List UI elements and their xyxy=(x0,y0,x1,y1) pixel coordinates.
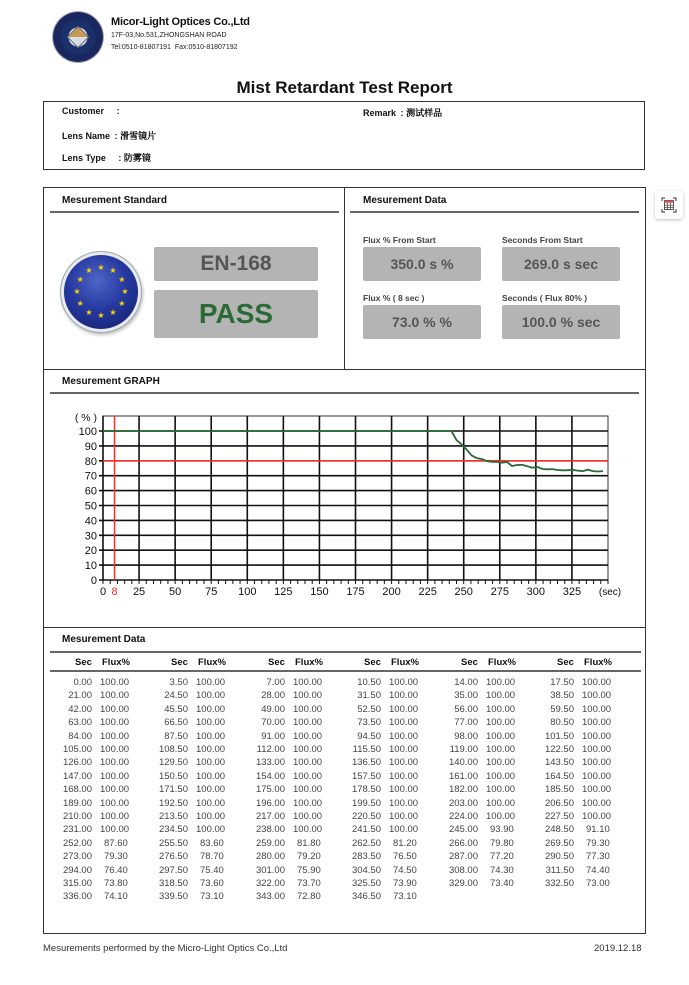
cell-flux: 100.00 xyxy=(389,824,419,836)
cell-sec: 301.00 xyxy=(255,864,285,876)
lens-name-label: Lens Name xyxy=(62,131,111,141)
cell-sec: 168.00 xyxy=(62,784,92,796)
column-header-sec: Sec xyxy=(461,657,478,668)
footer-note: Mesurements performed by the Micro-Light Optics Co.,Ltd xyxy=(43,943,288,954)
cell-sec: 248.50 xyxy=(544,824,574,836)
cell-flux: 100.00 xyxy=(196,730,226,742)
column-header-flux: Flux% xyxy=(198,657,226,668)
y-tick-label: 60 xyxy=(84,485,97,498)
column-header-flux: Flux% xyxy=(488,657,516,668)
cell-flux: 100.00 xyxy=(582,730,612,742)
cell-sec: 66.50 xyxy=(164,717,188,729)
cell-sec: 262.50 xyxy=(351,837,381,849)
cell-sec: 290.50 xyxy=(544,851,574,863)
cell-flux: 79.20 xyxy=(297,851,321,863)
cell-sec: 63.00 xyxy=(68,717,92,729)
cell-sec: 154.00 xyxy=(255,770,285,782)
table-heading-rule xyxy=(50,651,641,653)
x-tick-label: 125 xyxy=(274,586,293,598)
cell-sec: 252.00 xyxy=(62,837,92,849)
seconds-flux80-label: Seconds ( Flux 80% ) xyxy=(502,293,588,303)
eu-star-icon: ★ xyxy=(118,299,126,308)
cell-sec: 14.00 xyxy=(454,677,478,688)
cell-sec: 42.00 xyxy=(68,703,92,715)
cell-flux: 73.00 xyxy=(586,878,610,889)
column-header-sec: Sec xyxy=(364,657,381,668)
cell-sec: 17.50 xyxy=(550,677,574,688)
cell-sec: 346.50 xyxy=(351,891,381,903)
cell-sec: 147.00 xyxy=(62,770,92,782)
cell-flux: 100.00 xyxy=(582,770,612,782)
cell-sec: 126.00 xyxy=(62,757,92,769)
cell-flux: 100.00 xyxy=(389,730,419,742)
cell-sec: 24.50 xyxy=(164,690,188,702)
cell-sec: 283.50 xyxy=(351,851,381,863)
remark-separator: : xyxy=(400,108,404,118)
cell-sec: 52.50 xyxy=(357,703,381,715)
cell-sec: 280.00 xyxy=(255,851,285,863)
cell-sec: 311.50 xyxy=(545,864,574,876)
cell-sec: 119.00 xyxy=(449,744,478,755)
cell-sec: 276.50 xyxy=(158,851,188,863)
cell-flux: 100.00 xyxy=(486,730,516,742)
cell-flux: 75.40 xyxy=(200,864,224,876)
eu-star-icon: ★ xyxy=(73,287,81,296)
x-tick-label: 200 xyxy=(382,586,401,598)
cell-sec: 266.00 xyxy=(448,837,478,849)
cell-flux: 100.00 xyxy=(196,770,226,782)
cell-sec: 329.00 xyxy=(448,878,478,889)
y-tick-label: 10 xyxy=(84,560,97,573)
eu-star-icon: ★ xyxy=(118,275,126,284)
cell-flux: 73.80 xyxy=(104,878,128,889)
cell-flux: 100.00 xyxy=(389,677,419,688)
cell-sec: 196.00 xyxy=(255,797,285,809)
cell-flux: 100.00 xyxy=(486,717,516,729)
y-tick-label: 30 xyxy=(84,530,97,543)
cell-sec: 343.00 xyxy=(255,891,285,903)
cell-flux: 100.00 xyxy=(196,757,226,769)
cell-flux: 79.80 xyxy=(490,837,514,849)
cell-flux: 100.00 xyxy=(293,757,323,769)
cell-flux: 100.00 xyxy=(582,677,612,688)
customer-label: Customer xyxy=(62,106,105,116)
x-axis-label: (sec) xyxy=(598,587,622,598)
cell-sec: 157.50 xyxy=(351,770,381,782)
cell-sec: 80.50 xyxy=(550,717,574,729)
cell-flux: 100.00 xyxy=(100,744,130,755)
cell-flux: 100.00 xyxy=(100,730,130,742)
result-badge: PASS xyxy=(154,290,318,338)
cell-flux: 100.00 xyxy=(582,811,612,822)
eu-star-icon: ★ xyxy=(97,311,105,320)
y-tick-label: 100 xyxy=(78,426,97,438)
cell-sec: 94.50 xyxy=(357,730,381,742)
cell-sec: 112.00 xyxy=(256,744,285,755)
cell-sec: 105.00 xyxy=(62,744,92,755)
cell-flux: 100.00 xyxy=(100,717,130,729)
cell-flux: 72.80 xyxy=(297,891,321,903)
cell-flux: 100.00 xyxy=(389,811,419,822)
company-phone: Tel:0510-81807191 xyxy=(111,44,171,51)
cell-sec: 259.00 xyxy=(255,837,285,849)
y-tick-label: 40 xyxy=(84,515,97,528)
cell-sec: 21.00 xyxy=(68,690,92,702)
cell-flux: 79.30 xyxy=(586,837,610,849)
cell-sec: 304.50 xyxy=(351,864,381,876)
cell-flux: 79.30 xyxy=(104,851,128,863)
cell-flux: 100.00 xyxy=(486,744,516,755)
cell-sec: 87.50 xyxy=(164,730,188,742)
cell-sec: 133.00 xyxy=(255,757,285,769)
cell-flux: 100.00 xyxy=(293,784,323,796)
cell-sec: 315.00 xyxy=(62,878,92,889)
cell-flux: 100.00 xyxy=(486,677,516,688)
cell-flux: 91.10 xyxy=(586,824,610,836)
company-name: Micor-Light Optices Co.,Ltd xyxy=(111,16,250,28)
company-fax: Fax:0510-81807192 xyxy=(174,44,238,51)
cell-flux: 100.00 xyxy=(196,797,226,809)
x-tick-label: 250 xyxy=(454,586,473,598)
column-header-sec: Sec xyxy=(171,657,188,668)
cell-sec: 294.00 xyxy=(62,864,92,876)
y-axis-label: ( % ) xyxy=(74,412,97,424)
cell-sec: 269.50 xyxy=(544,837,574,849)
cell-flux: 100.00 xyxy=(293,770,323,782)
cell-flux: 100.00 xyxy=(196,811,226,822)
cell-flux: 73.90 xyxy=(393,878,417,889)
cell-sec: 178.50 xyxy=(351,784,381,796)
cell-flux: 100.00 xyxy=(293,797,323,809)
cell-sec: 84.00 xyxy=(68,730,92,742)
cell-sec: 73.50 xyxy=(357,717,381,729)
cell-sec: 91.00 xyxy=(261,730,285,742)
cell-flux: 73.60 xyxy=(200,878,224,889)
cell-sec: 322.00 xyxy=(255,878,285,889)
cell-sec: 189.00 xyxy=(62,797,92,809)
cell-flux: 100.00 xyxy=(100,703,130,715)
customer-separator: : xyxy=(116,106,120,116)
reference-x-label: 8 xyxy=(111,586,118,598)
company-address: 17F-03,No.531,ZHONGSHAN ROAD xyxy=(111,32,227,39)
x-tick-label: 150 xyxy=(310,586,329,598)
flux-8sec-label: Flux % ( 8 sec ) xyxy=(363,293,425,303)
standard-name-badge: EN-168 xyxy=(154,247,318,281)
cell-sec: 108.50 xyxy=(158,744,188,755)
cell-flux: 100.00 xyxy=(582,797,612,809)
cell-flux: 73.70 xyxy=(297,878,321,889)
cell-flux: 100.00 xyxy=(100,797,130,809)
cell-sec: 101.50 xyxy=(544,730,574,742)
cell-sec: 175.00 xyxy=(255,784,285,796)
remark-value: 测试样品 xyxy=(406,108,443,118)
cell-flux: 83.60 xyxy=(200,837,224,849)
eu-star-icon: ★ xyxy=(109,307,117,317)
cell-sec: 287.00 xyxy=(448,851,478,863)
cell-sec: 185.50 xyxy=(544,784,574,796)
cell-flux: 100.00 xyxy=(293,730,323,742)
x-tick-label: 50 xyxy=(169,586,182,598)
cell-sec: 115.50 xyxy=(352,744,381,755)
cell-sec: 49.00 xyxy=(261,703,285,715)
cell-flux: 100.00 xyxy=(582,703,612,715)
column-header-flux: Flux% xyxy=(102,657,130,668)
cell-flux: 100.00 xyxy=(196,824,226,836)
cell-flux: 100.00 xyxy=(196,677,226,688)
cell-flux: 76.50 xyxy=(393,851,417,863)
cell-flux: 100.00 xyxy=(389,784,419,796)
cell-flux: 76.40 xyxy=(104,864,128,876)
cell-sec: 213.50 xyxy=(158,811,188,822)
cell-sec: 28.00 xyxy=(261,690,285,702)
lens-type-value: 防雾镜 xyxy=(123,153,151,163)
eu-star-icon: ★ xyxy=(85,307,93,317)
column-header-flux: Flux% xyxy=(295,657,323,668)
cell-sec: 122.50 xyxy=(544,744,574,755)
cell-flux: 77.20 xyxy=(490,851,514,863)
seconds-from-start-value: 269.0 s sec xyxy=(502,247,620,281)
x-tick-label: 75 xyxy=(205,586,218,598)
cell-flux: 74.50 xyxy=(393,864,417,876)
cell-flux: 100.00 xyxy=(486,690,516,702)
x-tick-label: 100 xyxy=(238,586,257,598)
cell-flux: 100.00 xyxy=(582,717,612,729)
summary-heading: Mesurement Data xyxy=(363,195,447,206)
y-tick-label: 70 xyxy=(84,470,97,483)
cell-flux: 100.00 xyxy=(293,690,323,702)
cell-sec: 339.50 xyxy=(158,891,188,903)
cell-flux: 81.20 xyxy=(393,837,417,849)
cell-flux: 100.00 xyxy=(486,784,516,796)
cell-sec: 3.50 xyxy=(169,677,188,688)
cell-flux: 100.00 xyxy=(582,744,612,755)
cell-sec: 7.00 xyxy=(266,677,285,688)
cell-sec: 217.00 xyxy=(255,811,285,822)
cell-flux: 100.00 xyxy=(293,703,323,715)
cell-flux: 100.00 xyxy=(293,717,323,729)
cell-flux: 81.80 xyxy=(297,837,321,849)
cell-sec: 224.00 xyxy=(448,811,478,822)
cell-sec: 231.00 xyxy=(62,824,92,836)
cell-sec: 59.50 xyxy=(550,703,574,715)
column-header-sec: Sec xyxy=(75,657,92,668)
cell-flux: 100.00 xyxy=(389,690,419,702)
cell-flux: 100.00 xyxy=(293,744,323,755)
cell-flux: 100.00 xyxy=(100,770,130,782)
cell-flux: 100.00 xyxy=(293,811,323,822)
lens-name-separator: : xyxy=(114,131,118,141)
cell-flux: 93.90 xyxy=(490,824,514,836)
cell-flux: 100.00 xyxy=(486,757,516,769)
column-header-sec: Sec xyxy=(557,657,574,668)
x-tick-label: 275 xyxy=(490,586,509,598)
cell-sec: 234.50 xyxy=(158,824,188,836)
cell-flux: 100.00 xyxy=(196,690,226,702)
flux-from-start-value: 350.0 s % xyxy=(363,247,481,281)
cell-flux: 100.00 xyxy=(486,811,516,822)
cell-flux: 100.00 xyxy=(582,757,612,769)
cell-sec: 10.50 xyxy=(357,677,381,688)
x-tick-label: 175 xyxy=(346,586,365,598)
chart-series xyxy=(103,431,603,472)
cell-flux: 100.00 xyxy=(389,717,419,729)
cell-flux: 100.00 xyxy=(100,677,130,688)
cell-flux: 73.10 xyxy=(200,891,224,903)
cell-sec: 31.50 xyxy=(357,690,381,702)
eu-star-icon: ★ xyxy=(76,275,84,284)
cell-sec: 70.00 xyxy=(261,717,285,729)
cell-sec: 227.50 xyxy=(544,811,574,822)
cell-sec: 308.00 xyxy=(448,864,478,876)
cell-sec: 297.50 xyxy=(158,864,188,876)
cell-flux: 100.00 xyxy=(293,824,323,836)
cell-flux: 100.00 xyxy=(196,703,226,715)
flux-8sec-value: 73.0 % % xyxy=(363,305,481,339)
cell-flux: 78.70 xyxy=(200,851,224,863)
cell-sec: 77.00 xyxy=(454,717,478,729)
eu-star-icon: ★ xyxy=(109,266,117,276)
cell-flux: 100.00 xyxy=(389,770,419,782)
cell-sec: 332.50 xyxy=(544,878,574,889)
cell-sec: 238.00 xyxy=(255,824,285,836)
cell-flux: 100.00 xyxy=(389,744,419,755)
cell-flux: 100.00 xyxy=(100,784,130,796)
seconds-from-start-label: Seconds From Start xyxy=(502,235,583,245)
y-tick-label: 20 xyxy=(84,545,97,558)
table-header-rule xyxy=(50,670,641,672)
x-tick-label: 325 xyxy=(562,586,582,598)
report-date: 2019.12.18 xyxy=(594,943,642,954)
eu-star-icon: ★ xyxy=(85,266,93,276)
cell-flux: 100.00 xyxy=(196,784,226,796)
cell-sec: 273.00 xyxy=(62,851,92,863)
cell-flux: 74.10 xyxy=(104,891,128,903)
cell-sec: 182.00 xyxy=(448,784,478,796)
cell-sec: 164.50 xyxy=(544,770,574,782)
cell-sec: 161.00 xyxy=(448,770,478,782)
y-tick-label: 90 xyxy=(84,440,97,453)
cell-sec: 136.50 xyxy=(351,757,381,769)
y-tick-label: 80 xyxy=(84,455,97,468)
column-header-sec: Sec xyxy=(268,657,285,668)
x-tick-label: 0 xyxy=(99,586,107,598)
cell-flux: 100.00 xyxy=(486,770,516,782)
cell-flux: 100.00 xyxy=(582,690,612,702)
cell-flux: 100.00 xyxy=(100,690,130,702)
cell-flux: 100.00 xyxy=(389,797,419,809)
column-header-flux: Flux% xyxy=(584,657,612,668)
cell-sec: 171.50 xyxy=(158,784,188,796)
cell-flux: 77.30 xyxy=(586,851,610,863)
graph-heading: Mesurement GRAPH xyxy=(62,376,160,387)
x-tick-label: 25 xyxy=(132,586,146,598)
cell-sec: 206.50 xyxy=(544,797,574,809)
cell-sec: 336.00 xyxy=(62,891,92,903)
cell-flux: 87.60 xyxy=(104,837,128,849)
remark-label: Remark xyxy=(363,108,397,118)
cell-flux: 100.00 xyxy=(389,757,419,769)
standard-heading: Mesurement Standard xyxy=(62,195,168,206)
lens-type-separator: : xyxy=(118,153,122,163)
cell-sec: 129.50 xyxy=(158,757,188,769)
cell-flux: 100.00 xyxy=(196,717,226,729)
lens-name-value: 滑雪镜片 xyxy=(120,131,157,141)
x-tick-label: 300 xyxy=(526,586,546,598)
cell-sec: 150.50 xyxy=(158,770,188,782)
cell-sec: 143.50 xyxy=(544,757,574,769)
cell-flux: 100.00 xyxy=(100,811,130,822)
cell-sec: 0.00 xyxy=(73,677,92,688)
cell-sec: 318.50 xyxy=(158,878,188,889)
report-title: Mist Retardant Test Report xyxy=(236,78,453,97)
y-tick-label: 0 xyxy=(90,575,97,587)
table-heading: Mesurement Data xyxy=(62,634,146,645)
cell-flux: 100.00 xyxy=(486,703,516,715)
cell-sec: 35.00 xyxy=(454,690,478,702)
cell-sec: 38.50 xyxy=(550,690,574,702)
column-header-flux: Flux% xyxy=(391,657,419,668)
lens-type-label: Lens Type xyxy=(62,153,106,163)
x-tick-label: 225 xyxy=(418,586,437,598)
cell-sec: 210.00 xyxy=(62,811,92,822)
cell-flux: 100.00 xyxy=(100,824,130,836)
eu-star-icon: ★ xyxy=(121,287,129,296)
cell-flux: 75.90 xyxy=(297,864,321,876)
cell-sec: 220.50 xyxy=(351,811,381,822)
cell-flux: 100.00 xyxy=(293,677,323,688)
cell-sec: 255.50 xyxy=(158,837,188,849)
y-tick-label: 50 xyxy=(84,500,97,513)
cell-flux: 100.00 xyxy=(486,797,516,809)
cell-sec: 140.00 xyxy=(448,757,478,769)
cell-sec: 203.00 xyxy=(448,797,478,809)
cell-flux: 73.40 xyxy=(490,878,514,889)
cell-sec: 192.50 xyxy=(158,797,188,809)
series-line-flux xyxy=(103,431,603,472)
cell-sec: 325.50 xyxy=(351,878,381,889)
cell-flux: 100.00 xyxy=(389,703,419,715)
cell-sec: 241.50 xyxy=(351,824,381,836)
flux-from-start-label: Flux % From Start xyxy=(363,235,436,245)
eu-star-icon: ★ xyxy=(76,299,84,308)
cell-flux: 100.00 xyxy=(196,744,226,755)
section-divider-table xyxy=(43,627,646,628)
cell-sec: 199.50 xyxy=(351,797,381,809)
cell-flux: 100.00 xyxy=(100,757,130,769)
cell-flux: 74.40 xyxy=(586,864,610,876)
cell-sec: 98.00 xyxy=(454,730,478,742)
cell-flux: 74.30 xyxy=(490,864,514,876)
cell-sec: 45.50 xyxy=(164,703,188,715)
chart-grid xyxy=(99,416,608,580)
cell-flux: 73.10 xyxy=(393,891,417,903)
eu-star-icon: ★ xyxy=(97,263,105,272)
cell-sec: 56.00 xyxy=(454,703,478,715)
cell-flux: 100.00 xyxy=(582,784,612,796)
seconds-flux80-value: 100.0 % sec xyxy=(502,305,620,339)
cell-sec: 245.00 xyxy=(448,824,478,836)
